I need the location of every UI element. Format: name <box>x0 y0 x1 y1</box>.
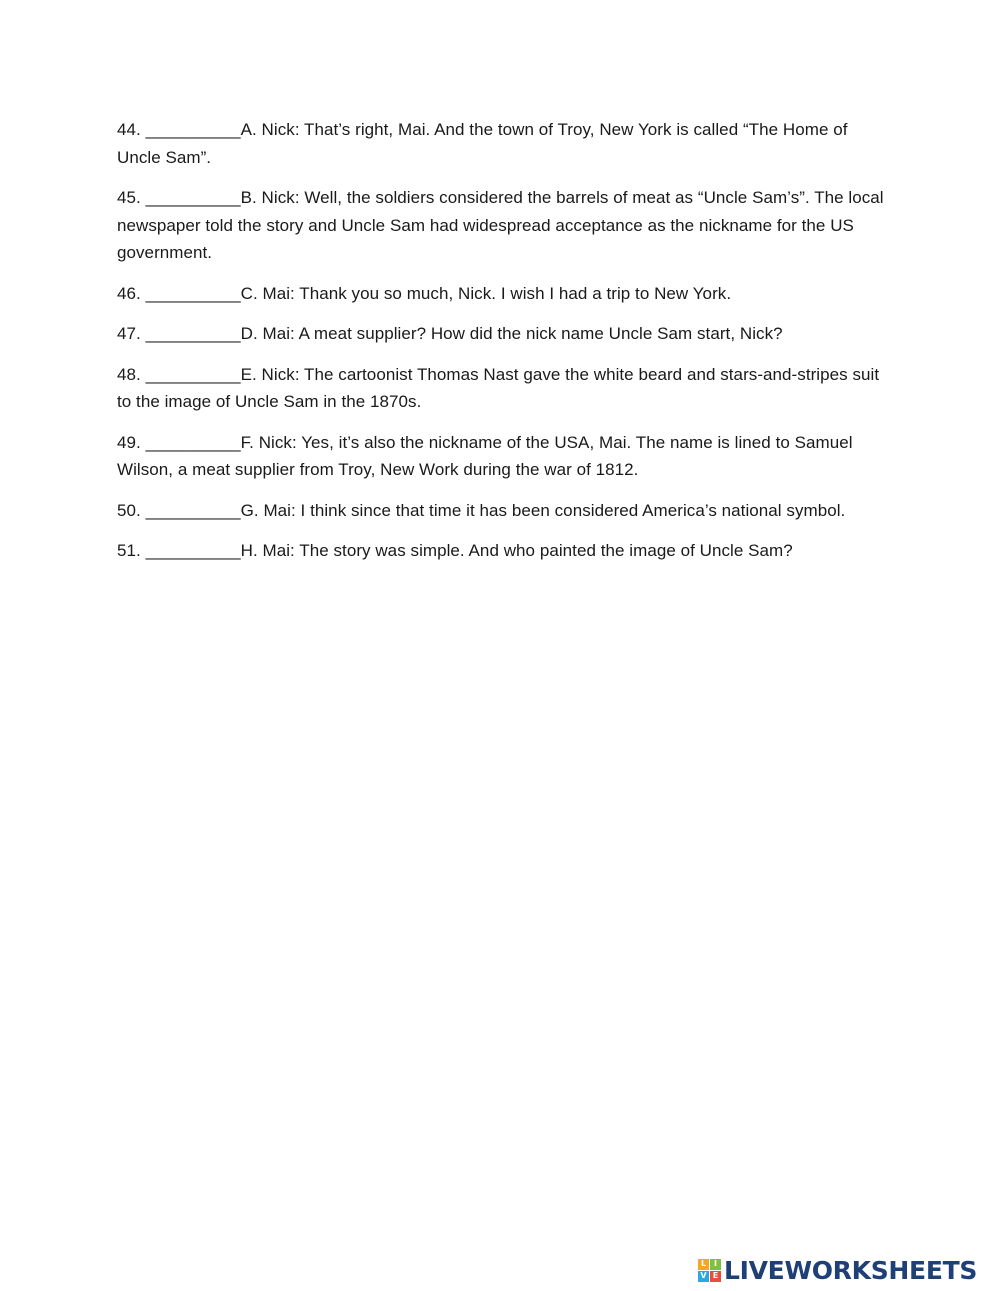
question-number: 46. <box>117 283 141 303</box>
answer-blank[interactable]: __________ <box>145 324 241 343</box>
question-item <box>117 429 885 484</box>
answer-blank[interactable]: __________ <box>145 432 241 452</box>
logo-squares-icon <box>698 1259 721 1282</box>
question-number: 51. <box>117 541 141 560</box>
question-number: 50. <box>117 500 141 520</box>
logo-wordmark: LIVEWORKSHEETS <box>724 1255 978 1285</box>
question-list <box>117 116 885 578</box>
question-number: 44. <box>117 120 141 139</box>
question-text: G. Mai: I think since that time it has been considered America’s national symbol. <box>240 500 846 520</box>
answer-blank[interactable]: __________ <box>145 500 241 520</box>
logo-square-l: L <box>698 1259 709 1270</box>
logo-square-i: I <box>710 1259 721 1270</box>
answer-blank[interactable]: __________ <box>145 283 241 303</box>
question-item <box>117 320 885 348</box>
question-text: C. Mai: Thank you so much, Nick. I wish I had a trip to New York. <box>240 283 732 303</box>
question-text: E. Nick: The cartoonist Thomas Nast gave the white beard and stars-and-stripes suit to the image of Uncle Sam in the 1870s. <box>117 364 880 411</box>
question-number: 47. <box>117 324 141 343</box>
question-text: F. Nick: Yes, it’s also the nickname of the USA, Mai. The name is lined to Samuel Wilson, a meat supplier from Troy, New Work during the war of 1812. <box>117 432 853 479</box>
answer-blank[interactable]: __________ <box>145 188 241 207</box>
question-number: 49. <box>117 432 141 452</box>
question-item <box>117 537 885 565</box>
question-item <box>117 116 885 171</box>
question-item <box>117 361 885 416</box>
question-text: A. Nick: That’s right, Mai. And the town of Troy, New York is called “The Home of Uncle Sam”. <box>117 120 848 167</box>
logo-square-v: V <box>698 1271 709 1282</box>
answer-blank[interactable]: __________ <box>145 120 241 139</box>
question-item <box>117 184 885 267</box>
question-item <box>117 497 885 525</box>
question-number: 48. <box>117 364 141 384</box>
question-text: H. Mai: The story was simple. And who painted the image of Uncle Sam? <box>240 541 793 560</box>
question-number: 45. <box>117 188 141 207</box>
answer-blank[interactable]: __________ <box>145 541 241 560</box>
question-item <box>117 280 885 308</box>
answer-blank[interactable]: __________ <box>145 364 241 384</box>
liveworksheets-logo <box>698 1255 977 1285</box>
logo-square-e: E <box>710 1271 721 1282</box>
question-text: B. Nick: Well, the soldiers considered the barrels of meat as “Uncle Sam’s”. The local newspaper told the story and Uncle Sam had widespread acceptance as the nickname for the US government. <box>117 188 884 262</box>
question-text: D. Mai: A meat supplier? How did the nick name Uncle Sam start, Nick? <box>240 324 783 343</box>
